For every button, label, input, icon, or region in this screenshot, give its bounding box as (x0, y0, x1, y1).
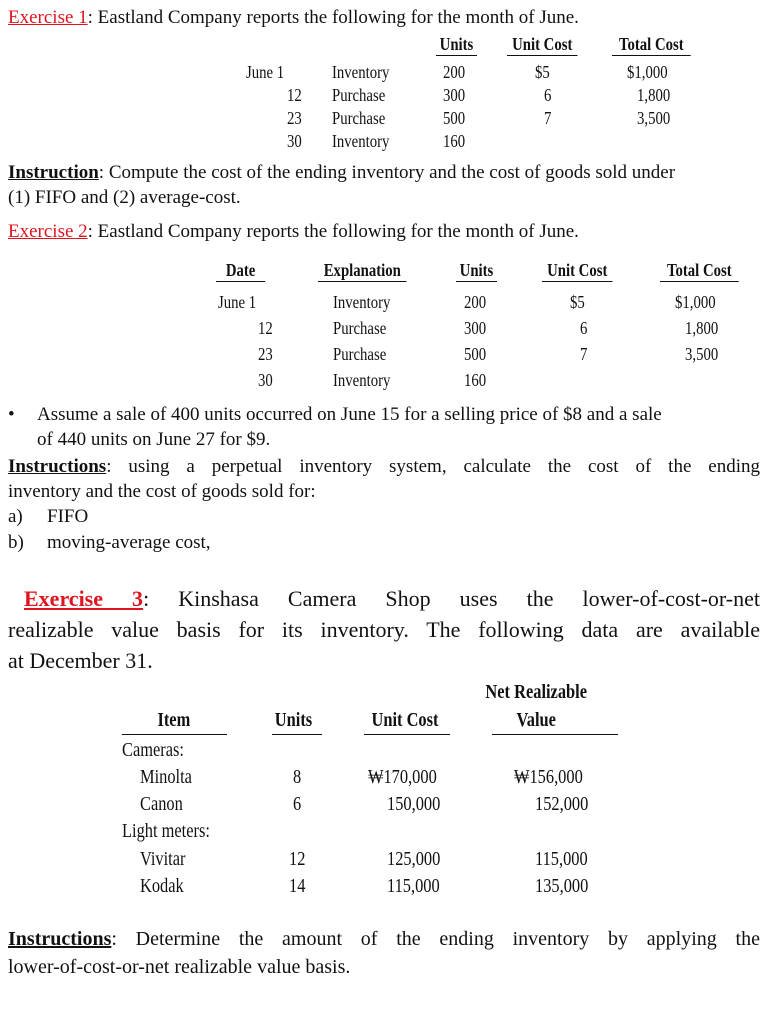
ex3-header-units: Units (274, 709, 313, 731)
ex2-row4-date: 30 (258, 370, 273, 390)
ex3-header-unit-cost: Unit Cost (371, 709, 439, 731)
ex3-row-vivitar-nrv: 115,000 (535, 848, 588, 870)
ex3-header-item-rule (122, 734, 227, 735)
ex1-row3-date: 23 (287, 108, 302, 128)
exercise-2-instructions-line1 (8, 455, 760, 479)
list-item-b-marker: b) (8, 532, 24, 553)
ex1-header-units: Units (436, 34, 477, 56)
ex2-row3-unit-cost: 7 (580, 344, 588, 364)
ex2-header-total-cost: Total Cost (660, 260, 739, 282)
ex3-row-minolta-item: Minolta (140, 766, 192, 788)
ex1-header-total-cost: Total Cost (612, 34, 691, 56)
ex1-row2-units: 300 (443, 85, 466, 105)
ex1-row2-total: 1,800 (637, 85, 671, 105)
exercise-3-instructions-line2: lower-of-cost-or-net realizable value basis. (8, 956, 351, 978)
exercise-1-text: : Eastland Company reports the following for the month of June. (87, 7, 579, 28)
exercise-1-instruction-line2: (1) FIFO and (2) average-cost. (8, 187, 241, 208)
ex1-row1-total: $1,000 (627, 62, 668, 82)
ex2-row2-date: 12 (258, 318, 273, 338)
ex2-row2-desc: Purchase (333, 318, 387, 338)
exercise-1-label: Exercise 1 (8, 7, 88, 28)
ex1-row4-units: 160 (443, 131, 466, 151)
exercise-3-text-line3: at December 31. (8, 648, 153, 673)
ex3-row-kodak-unit-cost: 115,000 (387, 875, 440, 897)
bullet-icon: • (8, 404, 15, 425)
exercise-3-instructions-text: : Determine the amount of the ending inventory by applying the (111, 928, 760, 950)
ex3-row-minolta-unit-cost: ₩170,000 (368, 766, 437, 788)
exercise-2-bullet-line1: Assume a sale of 400 units occurred on June 15 for a selling price of $8 and a sale (37, 404, 662, 425)
ex2-header-explanation: Explanation (318, 260, 407, 282)
ex1-row1-desc: Inventory (332, 62, 390, 82)
ex3-header-unit-cost-rule (364, 734, 450, 735)
exercise-3-label: Exercise 3 (24, 586, 144, 611)
ex1-row4-date: 30 (287, 131, 302, 151)
ex1-row3-total: 3,500 (637, 108, 671, 128)
ex1-row4-desc: Inventory (332, 131, 390, 151)
ex1-header-unit-cost: Unit Cost (507, 34, 578, 56)
exercise-1-instruction-text: : Compute the cost of the ending inventory and the cost of goods sold under (98, 162, 676, 183)
ex3-row-canon-nrv: 152,000 (535, 793, 589, 815)
exercise-3-text-line1: : Kinshasa Camera Shop uses the lower-of-cost-or-net (143, 586, 760, 611)
ex3-row-canon-units: 6 (293, 793, 302, 815)
ex1-row1-date: June 1 (246, 62, 285, 82)
exercise-2-instructions-text: : using a perpetual inventory system, calculate the cost of the ending (106, 456, 760, 477)
exercise-2-bullet-line2: of 440 units on June 27 for $9. (37, 429, 271, 450)
ex3-row-canon-unit-cost: 150,000 (387, 793, 441, 815)
list-item-a-text: FIFO (47, 506, 89, 527)
ex2-row3-desc: Purchase (333, 344, 387, 364)
ex1-row1-unit-cost: $5 (535, 62, 550, 82)
ex3-group-cameras: Cameras: (122, 739, 184, 761)
ex2-row3-units: 500 (464, 344, 487, 364)
ex2-row4-desc: Inventory (333, 370, 391, 390)
ex3-header-nrv-line2: Value (516, 709, 556, 731)
ex3-row-vivitar-units: 12 (289, 848, 306, 870)
ex2-header-date: Date (216, 260, 265, 282)
ex3-header-units-rule (272, 734, 322, 735)
exercise-1-instruction-label: Instruction (8, 162, 99, 183)
ex2-row3-date: 23 (258, 344, 273, 364)
ex1-row2-date: 12 (287, 85, 302, 105)
ex3-row-kodak-item: Kodak (140, 875, 184, 897)
ex3-header-nrv-line1: Net Realizable (485, 681, 587, 703)
ex3-group-light-meters: Light meters: (122, 820, 210, 842)
ex3-row-minolta-units: 8 (293, 766, 302, 788)
ex3-header-item: Item (157, 709, 191, 731)
ex2-row1-unit-cost: $5 (570, 292, 585, 312)
list-item-b-text: moving-average cost, (47, 532, 211, 553)
ex2-row1-date: June 1 (218, 292, 257, 312)
ex2-row4-units: 160 (464, 370, 487, 390)
exercise-2-label: Exercise 2 (8, 221, 88, 242)
exercise-3-instructions-line1 (8, 926, 760, 952)
ex2-row2-total: 1,800 (685, 318, 719, 338)
ex3-row-canon-item: Canon (140, 793, 183, 815)
ex2-row3-total: 3,500 (685, 344, 719, 364)
ex3-row-minolta-nrv: ₩156,000 (514, 766, 583, 788)
exercise-2-instructions-label: Instructions (8, 456, 107, 477)
ex1-row2-desc: Purchase (332, 85, 386, 105)
exercise-1-heading (8, 6, 579, 30)
ex3-row-kodak-nrv: 135,000 (535, 875, 589, 897)
ex3-header-nrv-rule (492, 734, 618, 735)
ex2-row2-units: 300 (464, 318, 487, 338)
list-item-a-marker: a) (8, 506, 23, 527)
exercise-2-text: : Eastland Company reports the following for the month of June. (87, 221, 579, 242)
ex1-row3-unit-cost: 7 (544, 108, 552, 128)
ex1-row3-desc: Purchase (332, 108, 386, 128)
ex2-row1-total: $1,000 (675, 292, 716, 312)
exercise-1-instruction-line1 (8, 161, 675, 185)
exercise-2-instructions-line2: inventory and the cost of goods sold for: (8, 481, 316, 502)
ex2-row2-unit-cost: 6 (580, 318, 588, 338)
ex3-row-kodak-units: 14 (289, 875, 306, 897)
ex1-row1-units: 200 (443, 62, 466, 82)
exercise-3-heading (8, 584, 760, 614)
ex3-row-vivitar-item: Vivitar (140, 848, 186, 870)
ex2-row1-units: 200 (464, 292, 487, 312)
ex2-header-units: Units (456, 260, 497, 282)
exercise-3-text-line2: realizable value basis for its inventory. The following data are available (8, 617, 760, 642)
ex1-row2-unit-cost: 6 (544, 85, 552, 105)
ex2-header-unit-cost: Unit Cost (542, 260, 613, 282)
ex2-row1-desc: Inventory (333, 292, 391, 312)
ex3-row-vivitar-unit-cost: 125,000 (387, 848, 441, 870)
ex1-row3-units: 500 (443, 108, 466, 128)
exercise-2-heading (8, 220, 579, 244)
exercise-3-instructions-label: Instructions (8, 928, 112, 950)
